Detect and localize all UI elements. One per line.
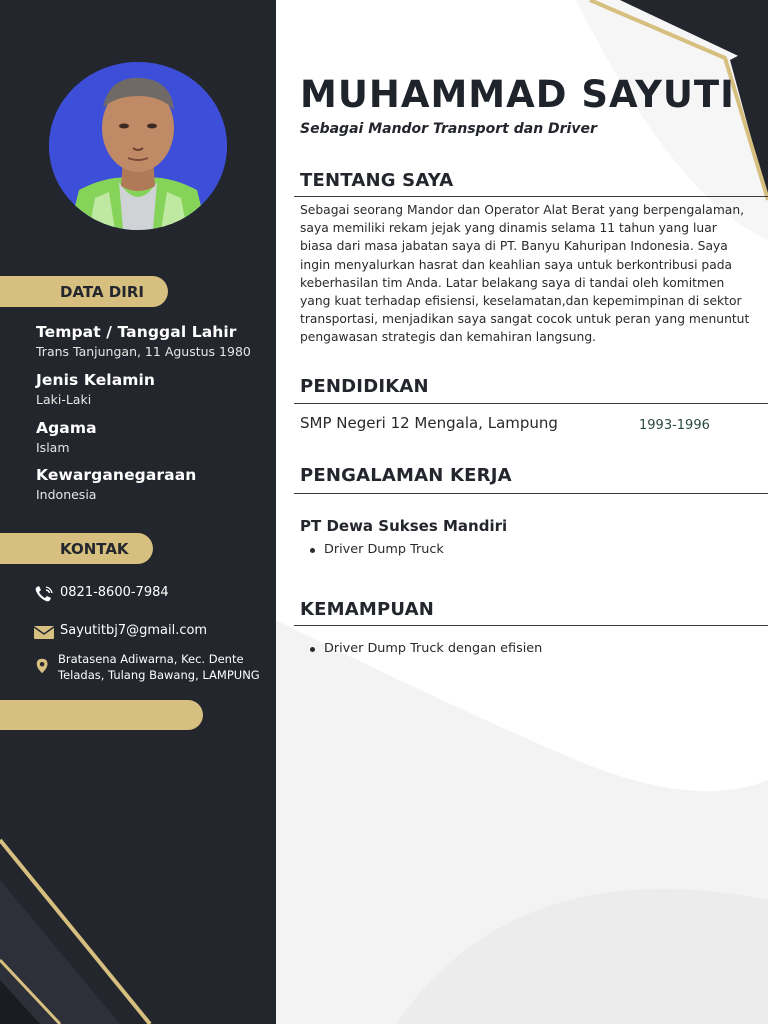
- profile-name: MUHAMMAD SAYUTI: [300, 73, 735, 116]
- person-portrait-icon: [49, 62, 227, 230]
- about-text: Sebagai seorang Mandor dan Operator Alat Berat yang berpengalaman, saya memiliki rekam jejak yang dinamis selama 11 tahun yang luar biasa dari masa jabatan saya di PT. Banyu Kahuripan Indonesia. Saya ingin menyalurkan hasrat dan keahlian saya untuk berkontribusi pada keberhasilan tim Anda. Latar belakang saya di tandai oleh komitmen yang kuat terhadap efisiensi, keselamatan,dan kepemimpinan di sektor transportasi, menjadikan saya sangat cocok untuk peran yang menuntut pengawasan strategis dan kemahiran langsung.: [300, 203, 750, 345]
- phone-number: 0821-8600-7984: [60, 585, 169, 600]
- section-divider: [294, 625, 768, 626]
- field-birth: [36, 323, 251, 359]
- education-title: PENDIDIKAN: [300, 376, 429, 397]
- field-value: Laki-Laki: [36, 392, 92, 407]
- experience-company: PT Dewa Sukses Mandiri: [300, 517, 508, 535]
- sidebar: [0, 0, 276, 1024]
- field-religion: [36, 419, 97, 455]
- experience-title: PENGALAMAN KERJA: [300, 465, 512, 486]
- experience-list: [324, 542, 444, 557]
- data-diri-header: DATA DIRI: [0, 276, 168, 307]
- education-years: 1993-1996: [639, 418, 710, 433]
- list-item: Driver Dump Truck: [324, 542, 444, 557]
- address-line2: Teladas, Tulang Bawang, LAMPUNG: [58, 668, 260, 682]
- profile-photo: [49, 62, 227, 230]
- field-gender: [36, 371, 155, 407]
- email-address: Sayutitbj7@gmail.com: [60, 623, 208, 638]
- mail-icon: [34, 623, 54, 641]
- field-label: Kewarganegaraan: [36, 466, 197, 484]
- contact-address: [34, 651, 260, 683]
- section-divider: [294, 493, 768, 494]
- kontak-header: KONTAK: [0, 533, 153, 564]
- skills-title: KEMAMPUAN: [300, 599, 435, 620]
- about-title: TENTANG SAYA: [300, 170, 454, 191]
- contact-phone[interactable]: [34, 585, 169, 603]
- field-label: Jenis Kelamin: [36, 371, 156, 389]
- address-line1: Bratasena Adiwarna, Kec. Dente: [58, 652, 244, 666]
- section-divider: [294, 403, 768, 404]
- field-value: Trans Tanjungan, 11 Agustus 1980: [36, 344, 251, 359]
- list-item: Driver Dump Truck dengan efisien: [324, 641, 543, 656]
- decorative-bar: [0, 700, 203, 730]
- field-citizenship: [36, 466, 196, 502]
- location-pin-icon: [34, 657, 52, 675]
- skills-list: [324, 641, 542, 656]
- section-divider: [294, 196, 768, 197]
- field-value: Islam: [36, 440, 70, 455]
- contact-email[interactable]: [34, 623, 207, 641]
- phone-icon: [34, 585, 54, 603]
- field-label: Agama: [36, 419, 97, 437]
- address: [58, 651, 260, 683]
- education-school: SMP Negeri 12 Mengala, Lampung: [300, 414, 558, 432]
- field-label: Tempat / Tanggal Lahir: [36, 323, 237, 341]
- profile-subtitle: Sebagai Mandor Transport dan Driver: [300, 121, 597, 137]
- field-value: Indonesia: [36, 487, 97, 502]
